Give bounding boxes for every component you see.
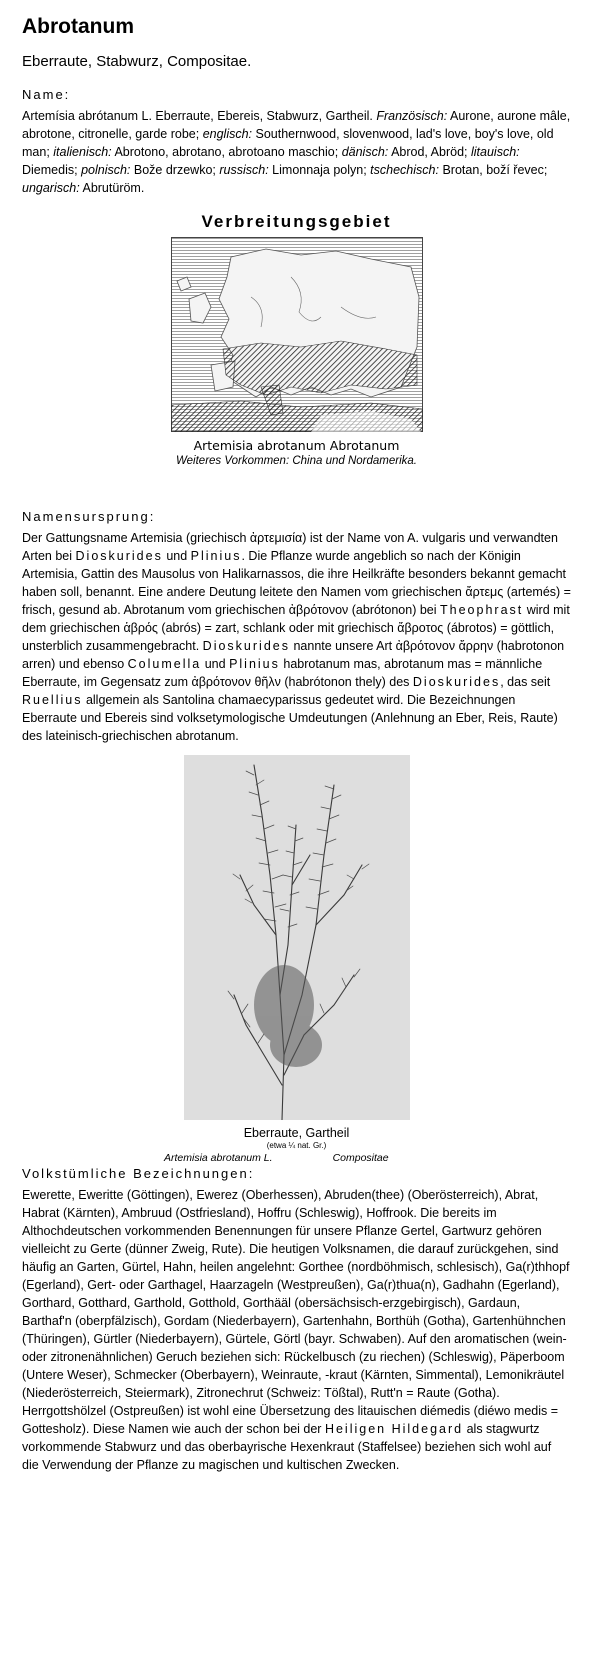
label-italian: italienisch: <box>53 145 112 159</box>
plant-scale: (etwa ¼ nat. Gr.) <box>266 1141 327 1150</box>
names-english: Southernwood, slovenwood, lad's love, boy's love, old man; <box>22 127 554 159</box>
folk-text-1: Ewerette, Eweritte (Göttingen), Ewerez (Oberhessen), Abruden(thee) (Oberösterreich), Abrat, Habrat (Kärnten), Ambruud (Ostfriesland), Hoffru (Schleswig), Hoffrook. Die bereits im Althochdeutschen vorkommenden Benennungen für unsere Pflanze Gertel, Gartwurz gehören vielleicht zu Gerte (dünner Zweig, Rute). Die heutigen Volksnamen, die darauf zurückgehen, sind häufig an Garten, Gürtel, Hahn, heilen angelehnt: Gorthee (nordböhmisch, schlesisch), Ga(r)thhopf (Egerland), Gert- oder Garthagel, Haarzageln (Westpreußen), Ga(r)thua(n), Gadhahn (Egerland), Gorthard, Gotthard, Garthold, Gotthold, Gorthääl (obersächsisch-erzgebirgisch), Gardaun, Barthaf'n (oberpfälzisch), Gordam (Niederbayern), Gartenhahn, Borthüh (Gotha), Gartenhühnchen (Thüringen), Gürtler (Niederbayern), Gürtele, Görtl (bayr. Schwaben). Auf den aromatischen (wein- oder zitronenähnlichen) Geruch beziehen sich: Rückelbusch (zu riechen) (Schleswig), Päperboom (Untere Weser), Schmecker (Oberbayern), Weinraute, -kraut (Kärnten, Simmental), Lemonikräutel (Niederösterreich, Steiermark), Zitronechrut (Schweiz: Tößtal), Rutt'n = Raute (Gotha). Herrgottshölzel (Ostpreußen) ist wohl eine Übersetzung des litauischen diémedis (diéwo medis = Gottesholz). Diese Namen wie auch der schon bei der <box>22 1188 570 1436</box>
origin-und-2: und <box>204 657 226 671</box>
origin-text-7: allgemein als Santolina chamaecyparissus gedeutet wird. Die Bezeichnungen Eberraute und Ebereis sind volksetymologische Umdeutungen (Anlehnung an Eber, Reis, Raute) des lateinisch-griechischen abrotanum. <box>22 693 558 743</box>
author-dioskurides-2: Dioskurides <box>202 639 290 653</box>
plant-latin-line <box>22 1151 571 1165</box>
names-italian: Abrotono, abrotano, abrotoano maschio; <box>114 145 339 159</box>
latin-names: Artemísia abrótanum L. Eberraute, Ebereis, Stabwurz, Gartheil. <box>22 109 373 123</box>
label-hungarian: ungarisch: <box>22 181 80 195</box>
origin-und: und <box>166 549 188 563</box>
origin-text-3: wird mit dem griechischen ἁβρός (abrós) = zart, schlank oder mit griechisch ἄβροτος (ábrotos) = göttlich, unsterblich zusammengebracht. <box>22 603 570 653</box>
label-czech: tschechisch: <box>370 163 439 177</box>
origin-text-1: Der Gattungsname Artemisia (griechisch ἀρτεμισία) ist der Name von A. vulgaris und verwandten Arten bei <box>22 531 558 563</box>
names-danish: Abrod, Abröd; <box>391 145 468 159</box>
label-lithuanian: litauisch: <box>471 145 520 159</box>
plant-latin-name: Artemisia abrotanum L. <box>164 1152 273 1164</box>
names-french: Aurone, aurone mâle, abrotone, citronelle, garde robe; <box>22 109 571 141</box>
label-polish: polnisch: <box>81 163 131 177</box>
names-czech: Brotan, boží řevec; <box>442 163 548 177</box>
author-theophrast: Theophrast <box>440 603 524 617</box>
author-columella: Columella <box>127 657 202 671</box>
folk-text-2: als stagwurtz vorkommende Stabwurz und das oberbayrische Hexenkraut (Staffelsee) beziehen sich wohl auf die Verwendung der Pflanze zu magischen und kultischen Zwecken. <box>22 1422 552 1472</box>
label-french: Französisch: <box>376 109 448 123</box>
author-plinius-2: Plinius <box>229 657 280 671</box>
author-dioskurides-3: Dioskurides <box>412 675 501 689</box>
distribution-map-image <box>171 237 423 432</box>
author-dioskurides: Dioskurides <box>75 549 163 563</box>
page-title: Abrotanum <box>22 15 134 38</box>
origin-text-5: habrotanum mas, abrotanum mas = männliche Eberraute, im Gegensatz zum ἀβρότονον θῆλν (habrótonon thely) des <box>22 657 543 689</box>
label-russian: russisch: <box>219 163 269 177</box>
label-danish: dänisch: <box>341 145 389 159</box>
origin-text-2: . Die Pflanze wurde angeblich so nach der Königin Artemisia, Gattin des Mausolus von Halikarnassos, die ihre Heilkräfte besonders bekannt gemacht haben soll, benannt. Eine andere Deutung leitete den Namen vom griechischen ἄρτεμς (artemés) = frisch, gesund ab. Abrotanum vom griechischen ἀβρότονον (abrótonon) bei <box>22 549 571 617</box>
name-heading: Name: <box>22 87 71 102</box>
names-hungarian: Abrutüröm. <box>82 181 145 195</box>
author-plinius: Plinius <box>190 549 242 563</box>
page-subtitle: Eberraute, Stabwurz, Compositae. <box>22 53 252 70</box>
plant-family: Compositae <box>332 1152 389 1164</box>
map-subcaption: Weiteres Vorkommen: China und Nordamerika. <box>176 455 417 467</box>
author-hildegard: Heiligen Hildegard <box>324 1422 464 1436</box>
plant-photo <box>184 755 410 1120</box>
label-english: englisch: <box>202 127 253 141</box>
origin-text-6: , das seit <box>500 675 551 689</box>
plant-caption: Eberraute, Gartheil <box>243 1126 350 1140</box>
map-title: Verbreitungsgebiet <box>201 212 392 231</box>
folk-heading: Volkstümliche Bezeichnungen: <box>22 1166 255 1181</box>
origin-text-4: nannte unsere Art ἀβρότονον ἄρρην (habrotonon arren) und ebenso <box>22 639 565 671</box>
map-caption: Artemisia abrotanum Abrotanum <box>193 438 400 453</box>
names-polish: Bože drzewko; <box>133 163 216 177</box>
names-russian: Limonnaja polyn; <box>272 163 367 177</box>
name-paragraph <box>22 107 571 197</box>
origin-heading: Namensursprung: <box>22 509 156 524</box>
folk-paragraph <box>22 1186 571 1474</box>
distribution-map-block <box>22 211 571 468</box>
names-lithuanian: Diemedis; <box>22 163 78 177</box>
author-ruellius: Ruellius <box>22 693 83 707</box>
origin-paragraph <box>22 529 571 745</box>
